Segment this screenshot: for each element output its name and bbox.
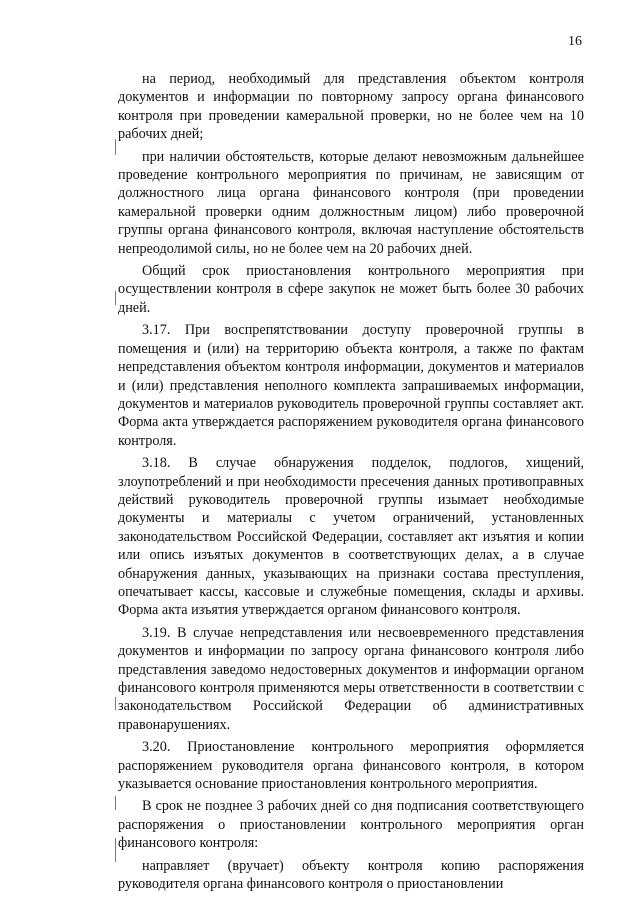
paragraph-deadline: В срок не позднее 3 рабочих дней со дня подписания соответствующего распоряжения о приостановлении контрольного мероприятия орган финансового контроля:	[118, 798, 584, 852]
paragraph-sends-copy: направляет (вручает) объекту контроля копию распоряжения руководителя органа финансового контроля о приостановлении	[118, 857, 584, 893]
paragraph-total-suspension-term: Общий срок приостановления контрольного мероприятия при осуществлении контроля в сфере закупок не может быть более 30 рабочих дней.	[118, 263, 584, 316]
paragraph-period-repeat-request: на период, необходимый для представления объектом контроля документов и информации по повторному запросу органа финансового контроля при проведении камеральной проверки, но не более чем на 10 рабочих дней;	[118, 71, 584, 143]
margin-mark	[115, 796, 116, 810]
document-body	[118, 70, 584, 893]
margin-mark	[115, 697, 116, 710]
paragraph-circumstances: при наличии обстоятельств, которые делают невозможным дальнейшее проведение контрольного мероприятия по причинам, не зависящим от должностного лица органа финансового контроля (при проведении камеральной проверки одним должностным лицом) либо проверочной группы органа финансового контроля, включая наступление обстоятельств непреодолимой силы, но не более чем на 20 рабочих дней.	[118, 148, 584, 257]
margin-mark	[115, 838, 116, 862]
paragraph-3-20: 3.20. Приостановление контрольного мероприятия оформляется распоряжением руководителя органа финансового контроля, в котором указывается основание приостановления контрольного мероприятия.	[118, 739, 584, 793]
margin-mark	[115, 139, 116, 155]
paragraph-3-17: 3.17. При воспрепятствовании доступу проверочной группы в помещения и (или) на территорию объекта контроля, а также по фактам непредставления объектом контроля информации, документов и материалов и (или) представления неполного комплекта запрашиваемых информации, документов и материалов руководитель проверочной группы составляет акт. Форма акта утверждается распоряжением руководителя органа финансового контроля.	[118, 322, 584, 449]
paragraph-3-19: 3.19. В случае непредставления или несвоевременного представления документов и информации по запросу органа финансового контроля либо представления заведомо недостоверных документов и информации органом финансового контроля применяются меры ответственности в соответствии с законодательством Российской Федерации об административных правонарушениях.	[118, 624, 584, 733]
margin-mark	[115, 291, 116, 305]
paragraph-3-18: 3.18. В случае обнаружения подделок, подлогов, хищений, злоупотреблений и при необходимости пресечения данных противоправных действий руководитель проверочной группы изымает необходимые документы и материалы с учетом ограничений, установленных законодательством Российской Федерации, составляет акт изъятия и копии или опись изъятых документов в соответствующих делах, а в случае обнаружения данных, указывающих на признаки состава преступления, опечатывает кассы, кассовые и служебные помещения, склады и архивы. Форма акта изъятия утверждается органом финансового контроля.	[118, 455, 584, 619]
page-number: 16	[568, 34, 582, 49]
